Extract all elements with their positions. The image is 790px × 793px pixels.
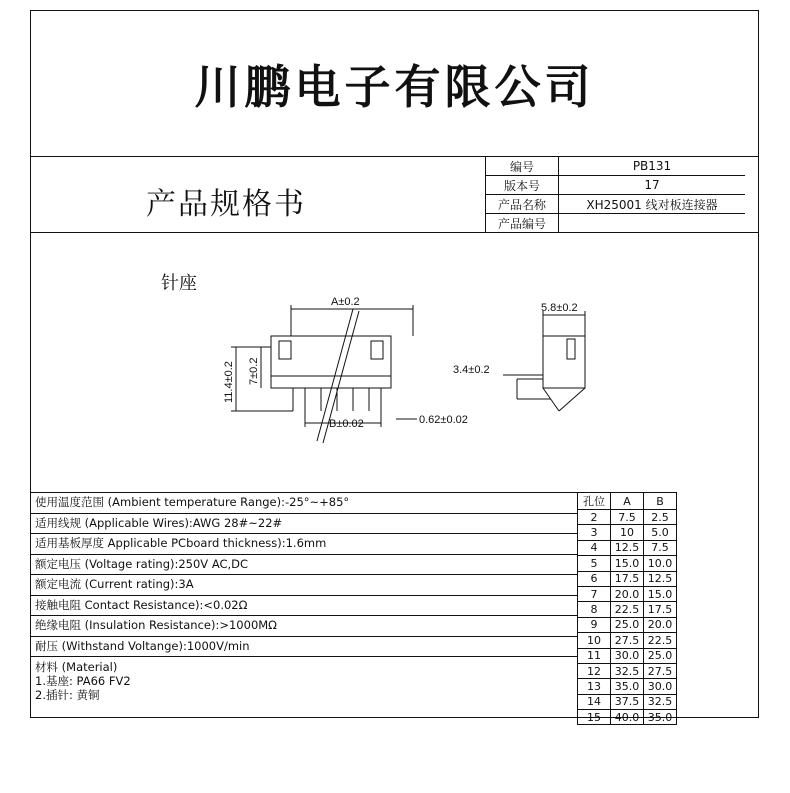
dimension-row <box>578 633 677 648</box>
spec-insulation-resistance: 绝缘电阻 (Insulation Resistance):>1000MΩ <box>31 615 577 636</box>
dimension-cell: 9 <box>578 617 611 632</box>
spec-material <box>31 656 577 726</box>
dimension-cell: 7.5 <box>644 540 677 555</box>
dimension-cell: 10 <box>611 525 644 540</box>
spec-wires: 适用线规 (Applicable Wires):AWG 28#~22# <box>31 513 577 534</box>
dimension-cell: 15.0 <box>611 556 644 571</box>
dimension-cell: 15 <box>578 710 611 725</box>
dimension-cell: 2 <box>578 510 611 525</box>
dimension-header: B <box>644 493 677 510</box>
front-view <box>223 296 468 443</box>
dimension-header-row <box>578 493 677 510</box>
spec-voltage: 额定电压 (Voltage rating):250V AC,DC <box>31 554 577 575</box>
dimension-cell: 10.0 <box>644 556 677 571</box>
dimension-cell: 11 <box>578 648 611 663</box>
company-name: 川鹏电子有限公司 <box>31 11 758 157</box>
info-row <box>486 157 746 176</box>
dimension-cell: 7.5 <box>611 510 644 525</box>
material-heading: 材料 (Material) <box>35 660 118 674</box>
dimension-cell: 12.5 <box>611 540 644 555</box>
dim-pin-label: 0.62±0.02 <box>419 414 468 426</box>
dimension-cell: 13 <box>578 679 611 694</box>
dimension-cell: 30.0 <box>644 679 677 694</box>
info-value: PB131 <box>559 157 746 176</box>
section-label: 针座 <box>161 273 197 294</box>
dimension-header: A <box>611 493 644 510</box>
dimension-cell: 35.0 <box>644 710 677 725</box>
dimension-header: 孔位 <box>578 493 611 510</box>
dimension-cell: 17.5 <box>644 602 677 617</box>
material-line-1: 1.基座: PA66 FV2 <box>35 674 131 688</box>
info-row <box>486 214 746 233</box>
dimension-row <box>578 571 677 586</box>
spec-list <box>31 492 577 726</box>
document-title: 产品规格书 <box>146 187 306 222</box>
dimension-table <box>577 492 677 725</box>
dimension-cell: 27.5 <box>611 633 644 648</box>
header-divider <box>31 232 758 233</box>
dimension-cell: 35.0 <box>611 679 644 694</box>
dim-a-label: A±0.2 <box>331 296 360 308</box>
spec-pcb-thickness: 适用基板厚度 Applicable PCboard thickness):1.6mm <box>31 533 577 554</box>
material-line-2: 2.插针: 黄铜 <box>35 688 100 702</box>
spec-current: 额定电流 (Current rating):3A <box>31 574 577 595</box>
dimension-cell: 14 <box>578 694 611 709</box>
dimension-row <box>578 679 677 694</box>
dimension-cell: 12 <box>578 663 611 678</box>
dimension-cell: 27.5 <box>644 663 677 678</box>
info-label: 编号 <box>486 157 559 176</box>
dimension-row <box>578 556 677 571</box>
dimension-row <box>578 617 677 632</box>
dimension-row <box>578 710 677 725</box>
info-row <box>486 176 746 195</box>
dimension-cell: 15.0 <box>644 586 677 601</box>
dimension-cell: 17.5 <box>611 571 644 586</box>
dimension-cell: 40.0 <box>611 710 644 725</box>
side-view <box>453 302 585 411</box>
info-label: 版本号 <box>486 176 559 195</box>
spec-withstand-voltage: 耐压 (Withstand Voltange):1000V/min <box>31 636 577 657</box>
dimension-cell: 37.5 <box>611 694 644 709</box>
dimension-cell: 32.5 <box>644 694 677 709</box>
dimension-row <box>578 586 677 601</box>
dimension-cell: 10 <box>578 633 611 648</box>
dimension-cell: 8 <box>578 602 611 617</box>
dimension-row <box>578 694 677 709</box>
info-table <box>485 156 745 232</box>
info-value: 17 <box>559 176 746 195</box>
info-value: XH25001 线对板连接器 <box>559 195 746 214</box>
dimension-cell: 25.0 <box>644 648 677 663</box>
info-label: 产品名称 <box>486 195 559 214</box>
dimension-cell: 32.5 <box>611 663 644 678</box>
dim-height-label: 11.4±0.2 <box>223 361 235 403</box>
dimension-row <box>578 510 677 525</box>
spec-sheet-frame <box>30 10 759 724</box>
dimension-row <box>578 648 677 663</box>
dimension-cell: 6 <box>578 571 611 586</box>
dimension-row <box>578 540 677 555</box>
info-value <box>559 214 746 233</box>
dimension-cell: 20.0 <box>611 586 644 601</box>
dimension-cell: 5.0 <box>644 525 677 540</box>
dimension-row <box>578 602 677 617</box>
spec-contact-resistance: 接触电阻 Contact Resistance):<0.02Ω <box>31 595 577 616</box>
dimension-cell: 12.5 <box>644 571 677 586</box>
dimension-row <box>578 525 677 540</box>
dimension-cell: 7 <box>578 586 611 601</box>
dim-7-label: 7±0.2 <box>248 357 260 385</box>
dimension-row <box>578 663 677 678</box>
spec-temperature: 使用温度范围 (Ambient temperature Range):-25°~+85° <box>31 492 577 513</box>
dimension-cell: 22.5 <box>644 633 677 648</box>
dimension-cell: 30.0 <box>611 648 644 663</box>
dimension-cell: 4 <box>578 540 611 555</box>
connector-drawing <box>181 281 611 451</box>
dimension-cell: 22.5 <box>611 602 644 617</box>
dim-side-34-label: 3.4±0.2 <box>453 364 490 376</box>
dimension-cell: 25.0 <box>611 617 644 632</box>
info-row <box>486 195 746 214</box>
info-label: 产品编号 <box>486 214 559 233</box>
dim-side-width-label: 5.8±0.2 <box>541 302 578 314</box>
dim-b-label: B±0.02 <box>329 418 364 430</box>
dimension-cell: 2.5 <box>644 510 677 525</box>
dimension-cell: 3 <box>578 525 611 540</box>
dimension-cell: 20.0 <box>644 617 677 632</box>
dimension-cell: 5 <box>578 556 611 571</box>
